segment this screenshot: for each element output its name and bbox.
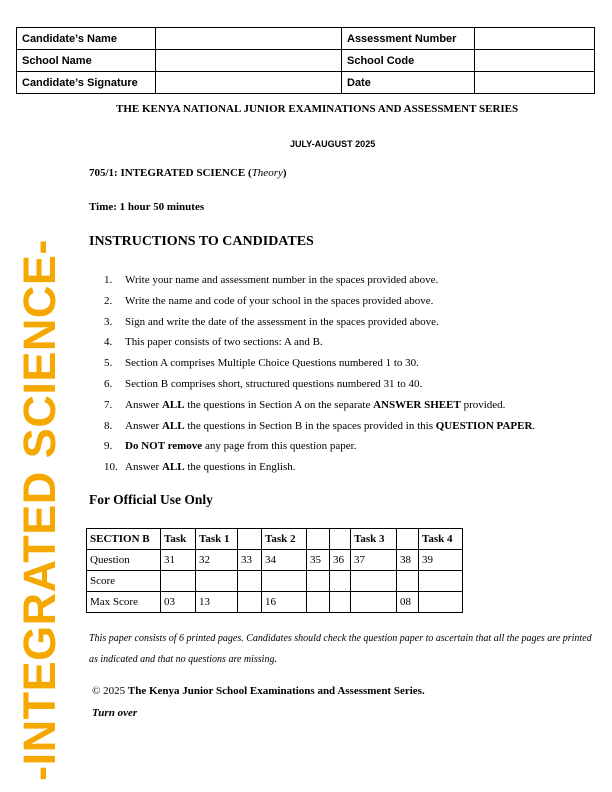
series-title: THE KENYA NATIONAL JUNIOR EXAMINATIONS AND ASSESSMENT SERIES [116,103,519,115]
row-label: Question [87,550,161,571]
copyright-owner: The Kenya Junior School Examinations and Assessment Series. [127,685,425,697]
header-cell [238,529,262,550]
question-number: 35 [307,550,330,571]
assessment-number-field[interactable] [475,28,595,50]
school-name-label: School Name [17,50,156,72]
max-score-row [87,592,463,613]
instruction-item: 4. This paper consists of two sections: A and B. [104,336,323,349]
date-label: Date [342,72,475,94]
question-number: 36 [330,550,351,571]
max-score-cell: 08 [397,592,419,613]
candidate-name-label: Candidate’s Name [17,28,156,50]
score-cell[interactable] [262,571,307,592]
header-cell [330,529,351,550]
question-number: 31 [161,550,196,571]
instruction-item: 6. Section B comprises short, structured questions numbered 31 to 40. [104,377,423,390]
score-header-row [87,529,463,550]
copyright-prefix: © 2025 [92,685,128,697]
score-table [86,528,463,613]
header-cell: SECTION B [87,529,161,550]
instruction-item: 5. Section A comprises Multiple Choice Questions numbered 1 to 30. [104,357,419,370]
side-banner: -INTEGRATED SCIENCE- [14,239,65,781]
header-cell [307,529,330,550]
question-row [87,550,463,571]
header-cell: Task 3 [351,529,397,550]
school-code-label: School Code [342,50,475,72]
max-score-cell [307,592,330,613]
score-cell[interactable] [196,571,238,592]
instruction-item: 10. Answer ALL the questions in English. [104,461,296,474]
assessment-number-label: Assessment Number [342,28,475,50]
instructions-heading: INSTRUCTIONS TO CANDIDATES [89,234,314,249]
paper-title [89,167,287,179]
max-score-cell: 13 [196,592,238,613]
copyright [92,685,425,697]
max-score-cell [419,592,463,613]
score-cell[interactable] [238,571,262,592]
instruction-item: 7. Answer ALL the questions in Section A on the separate ANSWER SHEET provided. [104,398,506,411]
row-label: Max Score [87,592,161,613]
header-cell: Task 2 [262,529,307,550]
max-score-cell [330,592,351,613]
candidate-row-3 [17,72,595,94]
score-row [87,571,463,592]
instruction-item: 9. Do NOT remove any page from this question paper. [104,440,357,453]
max-score-cell: 03 [161,592,196,613]
header-cell: Task [161,529,196,550]
paper-theory: Theory [251,167,283,179]
date-field[interactable] [475,72,595,94]
signature-field[interactable] [156,72,342,94]
score-cell[interactable] [397,571,419,592]
instruction-item: 8. Answer ALL the questions in Section B in the spaces provided in this QUESTION PAPER. [104,419,536,432]
max-score-cell: 16 [262,592,307,613]
paper-close: ) [282,167,287,179]
candidate-row-1 [17,28,595,50]
header-cell: Task 1 [196,529,238,550]
header-cell: Task 4 [419,529,463,550]
session-label: JULY-AUGUST 2025 [290,139,376,149]
signature-label: Candidate’s Signature [17,72,156,94]
instruction-item: 1. Write your name and assessment number in the spaces provided above. [104,274,439,286]
score-cell[interactable] [419,571,463,592]
question-number: 38 [397,550,419,571]
official-use-heading: For Official Use Only [89,492,213,507]
instruction-item: 3. Sign and write the date of the assessment in the spaces provided above. [104,315,439,328]
question-number: 32 [196,550,238,571]
score-cell[interactable] [351,571,397,592]
score-cell[interactable] [330,571,351,592]
row-label: Score [87,571,161,592]
school-name-field[interactable] [156,50,342,72]
question-number: 33 [238,550,262,571]
header-cell [397,529,419,550]
max-score-cell [238,592,262,613]
time-allowed: Time: 1 hour 50 minutes [89,201,205,213]
question-number: 34 [262,550,307,571]
candidate-row-2 [17,50,595,72]
candidate-details-table [16,27,595,94]
turn-over: Turn over [92,707,138,719]
score-cell[interactable] [161,571,196,592]
pages-note: This paper consists of 6 printed pages. Candidates should check the question paper to ascertain that all the pages are printed as indicated and that no questions are missing. [89,633,592,665]
max-score-cell [351,592,397,613]
paper-code-title: 705/1: INTEGRATED SCIENCE ( [89,167,252,179]
instruction-item: 2. Write the name and code of your school in the spaces provided above. [104,294,434,307]
school-code-field[interactable] [475,50,595,72]
score-cell[interactable] [307,571,330,592]
candidate-name-field[interactable] [156,28,342,50]
instructions-list [104,270,535,478]
question-number: 39 [419,550,463,571]
question-number: 37 [351,550,397,571]
